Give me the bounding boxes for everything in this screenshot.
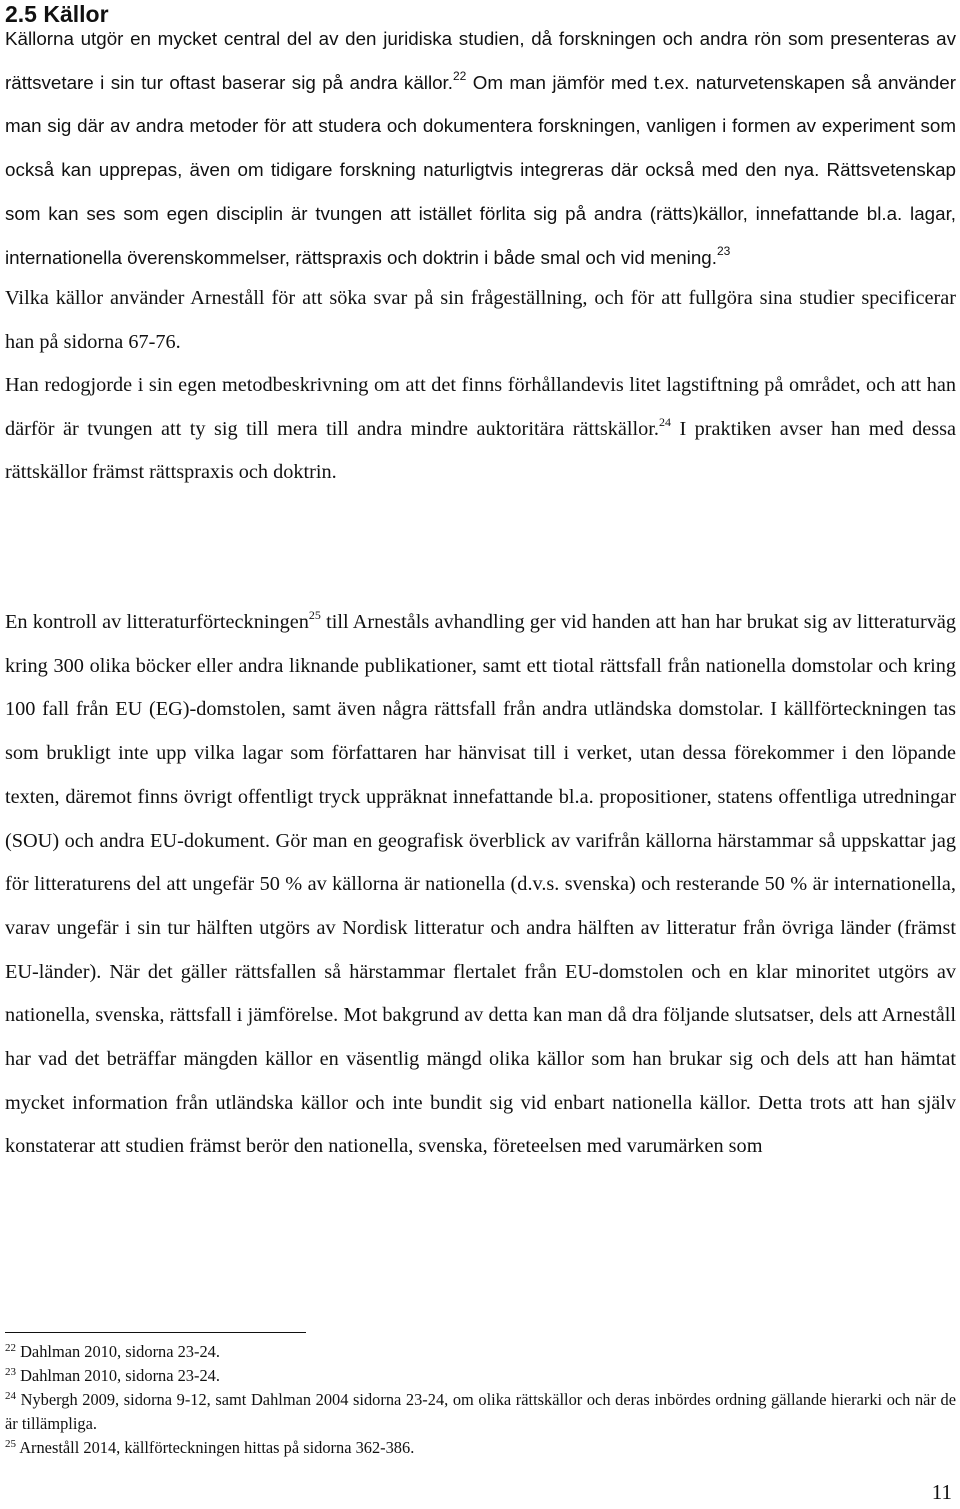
paragraph-2: Vilka källor använder Arneståll för att söka svar på sin frågeställning, och för att fullgöra sina studier specificerar han på sidorna 67-76. xyxy=(5,287,956,353)
footnote-ref-24: 24 xyxy=(658,414,671,429)
footnote-number: 25 xyxy=(5,1438,16,1450)
paragraph-1 xyxy=(5,17,956,279)
footnote-text: Dahlman 2010, sidorna 23-24. xyxy=(16,1366,220,1385)
footnote-separator xyxy=(5,1332,306,1333)
paragraph-1-text-b: Om man jämför med t.ex. naturvetenskapen så använder man sig där av andra metoder för att studera och dokumentera forskningen, vanligen i formen av experiment som också kan upprepas, även om tidigare forskning naturligtvis integreras där också med den nya. Rättsvetenskap som kan ses som egen disciplin är tvungen att istället förlita sig på andra (rätts)källor, innefattande bl.a. lagar, internationella överenskommelser, rättspraxis och doktrin i både smal och vid mening. xyxy=(5,71,956,268)
footnote-23 xyxy=(5,1364,956,1388)
paragraph-1-text-a: Källorna utgör en mycket central del av den juridiska studien, då forskningen och andra rön som presenteras av rättsvetare i sin tur oftast baserar sig på andra källor. xyxy=(5,28,956,93)
footnote-number: 23 xyxy=(5,1366,16,1378)
footnote-text: Dahlman 2010, sidorna 23-24. xyxy=(16,1342,220,1361)
paragraph-4-text-b: till Arneståls avhandling ger vid handen att han har brukat sig av litteraturväg kring 300 olika böcker eller andra liknande publikationer, samt ett tiotal rättsfall från nationella domstolar och kring 100 fall från EU (EG)-domstolen, samt även några rättsfall från andra utländska domstolar. I källförteckningen tas som brukligt inte upp vilka lagar som författaren har hänvisat till i verket, utan dessa förekommer i den löpande texten, däremot finns övrigt offentligt tryck uppräknat innefattande bl.a. propositioner, statens offentliga utredningar (SOU) och andra EU-dokument. Gör man en geografisk överblick av varifrån källorna härstammar så uppskattar jag för litteraturens del att ungefär 50 % av källorna är nationella (d.v.s. svenska) och resterande 50 % är internationella, varav ungefär i sin tur hälften utgörs av Nordisk litteratur och andra hälften av litteratur från övriga länder (främst EU-länder). När det gäller rättsfallen så härstammar flertalet från EU-domstolen och en klar minoritet utgörs av nationella, svenska, rättsfall i jämförelse. Mot bakgrund av detta kan man då dra följande slutsatser, dels att Arneståll har vad det beträffar mängden källor en väsentlig mängd olika källor som han brukar sig och dels att han hämtat mycket information från utländska källor och inte bundit sig vid enbart nationella källor. Detta trots att han själv konstaterar att studien främst berör den nationella, svenska, företeelsen med varumärken som xyxy=(5,611,956,1158)
footnote-25 xyxy=(5,1436,956,1460)
footnote-text: Nybergh 2009, sidorna 9-12, samt Dahlman 2004 sidorna 23-24, om olika rättskällor och deras inbördes ordning gällande hierarki och när de är tillämpliga. xyxy=(5,1390,956,1433)
footnote-ref-23: 23 xyxy=(716,243,731,258)
footnote-number: 22 xyxy=(5,1342,16,1354)
paragraph-3-text-b: I praktiken avser han med dessa rättskällor främst rättspraxis och doktrin. xyxy=(5,417,957,484)
paragraph-3 xyxy=(5,364,956,495)
footnote-ref-22: 22 xyxy=(453,68,467,83)
footnotes xyxy=(5,1340,956,1460)
page-number: 11 xyxy=(931,1480,952,1504)
paragraph-3-text-a: Han redogjorde i sin egen metodbeskrivning om att det finns förhållandevis litet lagstiftning på området, och att han därför är tvungen att ty sig till mera till andra mindre auktoritära rättskällor. xyxy=(5,374,956,440)
paragraph-4-text-a: En kontroll av litteraturförteckningen xyxy=(5,611,309,633)
paragraph-4 xyxy=(5,601,956,1169)
footnote-ref-25: 25 xyxy=(308,608,321,622)
footnote-text: Arneståll 2014, källförteckningen hittas på sidorna 362-386. xyxy=(16,1438,415,1457)
document-page xyxy=(5,0,956,1509)
footnote-number: 24 xyxy=(5,1390,16,1402)
section-heading: 2.5 Källor xyxy=(5,1,109,27)
footnote-24 xyxy=(5,1388,956,1436)
footnote-22 xyxy=(5,1340,956,1364)
